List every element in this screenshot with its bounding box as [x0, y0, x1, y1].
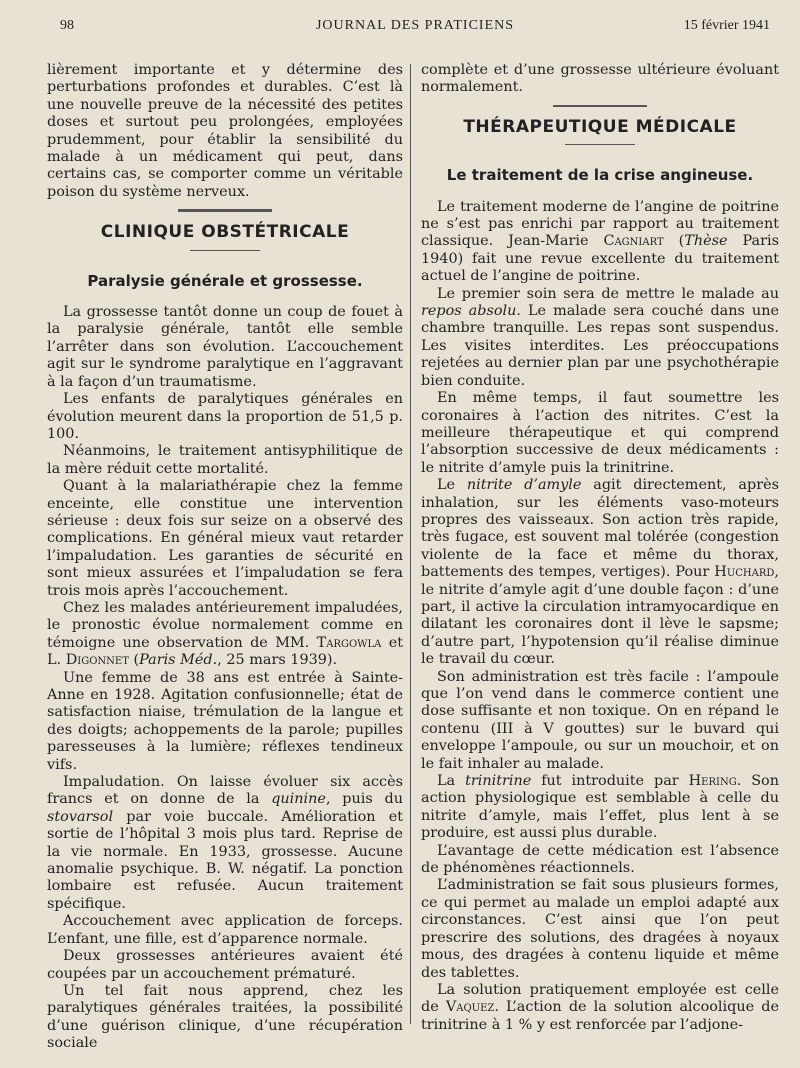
text-run: (: [663, 233, 685, 250]
right-intro-paragraph: complète et d’une grossesse ultérieure évoluant normalement.: [421, 62, 779, 96]
paragraph: Quant à la malariathérapie chez la femme enceinte, elle constitue une intervention sérieuse : deux fois sur seize on a observé des complications. En général mieux vaut retarder l’impaludation. Les garanties de sécurité en sont mieux assurées et l’impaludation se fera trois mois après l’accouchement.: [47, 478, 403, 599]
journal-reference: Paris Méd.: [139, 652, 218, 669]
paragraph: En même temps, il faut soumettre les coronaires à l’action des nitrites. C’est la meilleure thérapeutique et qui comprend l’absorption successive de deux médicaments : le nitrite d’amyle puis la trinitrine.: [421, 390, 779, 476]
journal-title: JOURNAL DES PRATICIENS: [315, 18, 515, 33]
text-run: par voie buccale. Amélioration et sortie de l’hôpital 3 mois plus tard. Reprise de la vie normale. En 1933, grossesse. Aucune anomalie psychique. B. W. négatif. La ponction lombaire est refusée. Aucun traitement spécifique.: [47, 808, 403, 912]
text-run: et L.: [47, 634, 404, 669]
author-name: Hering: [688, 773, 737, 790]
emphasis: repos absolu: [421, 303, 517, 320]
paragraph: Accouchement avec application de forceps. L’enfant, une fille, est d’apparence normale.: [47, 913, 403, 947]
text-run: Paris 1940) fait une revue excellente du traitement actuel de l’angine de poitrine.: [421, 233, 779, 285]
text-run: . Le malade sera couché dans une chambre tranquille. Les repas sont suspendus. Les visites interdites. Les préoccupations rejetées au dernier plan par une psychothérapie bien conduite.: [421, 303, 779, 389]
section-title-therapeutique: THÉRAPEUTIQUE MÉDICALE: [463, 116, 737, 137]
paragraph: Son administration est très facile : l’ampoule que l’on vend dans le commerce contient une dose suffisante et non toxique. On en répand le contenu (III à V gouttes) sur le buvard qui enveloppe l’ampoule, ou sur un mouchoir, et on le fait inhaler au malade.: [421, 668, 779, 772]
text-run: . L’action de la solution alcoolique de trinitrine à 1 % y est renforcée par l’adjone-: [421, 999, 779, 1033]
text-run: Impaludation. On laisse évoluer six accès francs et on donne de la: [47, 774, 403, 808]
paragraph: L’avantage de cette médication est l’absence de phénomènes réactionnels.: [421, 842, 779, 877]
paragraph: [421, 773, 779, 843]
author-name: Cagniart: [603, 233, 664, 250]
paragraph: Néanmoins, le traitement antisyphilitique de la mère réduit cette mortalité.: [47, 443, 403, 477]
text-run: , 25 mars 1939).: [217, 652, 338, 669]
article-title-paralysie: Paralysie générale et grossesse.: [87, 271, 363, 290]
drug-name: quinine: [271, 791, 326, 808]
paragraph: Un tel fait nous apprend, chez les paralytiques générales traitées, la possibilité d’une guérison clinique, d’une récupération sociale: [47, 982, 403, 1052]
text-run: Le premier soin sera de mettre le malade au: [437, 285, 779, 302]
paragraph: Une femme de 38 ans est entrée à Sainte-Anne en 1928. Agitation confusionnelle; état de satisfaction niaise, trémulation de la langue et des doigts; achoppements de la parole; pupilles paresseuses à la lumière; réflexes tendineux vifs.: [47, 669, 403, 773]
paragraph: Deux grossesses antérieures avaient été coupées par un accouchement prématuré.: [47, 948, 403, 982]
left-column: [47, 62, 403, 1053]
paragraph: [421, 982, 779, 1034]
left-intro-paragraph: lièrement importante et y détermine des perturbations profondes et durables. C’est là une nouvelle preuve de la nécessité des petites doses et surtout peu prolongées, employées prudemment, pour établir la sensibilité du malade à un médicament qui peut, dans certains cas, se comporter comme un véritable poison du système nerveux.: [47, 62, 403, 200]
paragraph: [421, 286, 779, 390]
text-run: Le traitement moderne de l’angine de poitrine ne s’est pas enrichi par rapport au traitement classique. Jean-Marie: [421, 198, 779, 250]
title-underline: [190, 250, 260, 251]
text-run: (: [128, 652, 140, 669]
text-run: Chez les malades antérieurement impaludées, le pronostic évolue normalement comme en témoigne une observation de MM.: [47, 599, 403, 651]
drug-name: stovarsol: [47, 808, 114, 825]
paragraph: L’administration se fait sous plusieurs formes, ce qui permet au malade un emploi adapté aux circonstances. C’est ainsi que l’on peut prescrire des solutions, des dragées à noyaux mous, des dragées à contenu liquide et même des tablettes.: [421, 877, 779, 981]
text-run: La solution pratiquement employée est celle de: [421, 981, 779, 1016]
paragraph: La grossesse tantôt donne un coup de fouet à la paralysie générale, tantôt elle semble l’arrêter dans son évolution. L’accouchement agit sur le syndrome paralytique en l’aggravant à la façon d’un traumatisme.: [47, 304, 403, 390]
author-name: Vaquez: [445, 999, 495, 1016]
article-title-angine: Le traitement de la crise angineuse.: [446, 166, 754, 185]
text-run: . Son action physiologique est semblable à celle du nitrite d’amyle, mais l’effet, plus lent à se produire, est aussi plus durable.: [421, 773, 779, 842]
drug-name: trinitrine: [465, 773, 532, 790]
issue-date: 15 février 1941: [683, 18, 770, 33]
column-divider: [410, 64, 411, 1024]
text-run: Le: [437, 477, 467, 494]
paragraph: [421, 199, 779, 286]
reference-word: Thèse: [684, 233, 728, 250]
paragraph: Les enfants de paralytiques générales en évolution meurent dans la proportion de 51,5 p. 100.: [47, 391, 403, 442]
running-header: [60, 18, 770, 38]
author-name: Digonnet: [65, 652, 129, 669]
text-run: agit directement, après inhalation, sur les éléments vaso-moteurs propres des vaisseaux. Son action très rapide, très fugace, est souvent mal tolérée (congestion violente de la face et même du thorax, battements des tempes, vertiges). Pour: [421, 477, 779, 581]
page-number: 98: [60, 18, 74, 33]
section-separator: [553, 105, 647, 107]
section-title-clinique: CLINIQUE OBSTÉTRICALE: [100, 222, 350, 243]
paragraph: [421, 477, 779, 668]
right-column: [421, 62, 779, 1034]
paragraph: [47, 774, 403, 913]
title-underline: [565, 144, 635, 145]
author-name: Targowla: [316, 634, 382, 651]
text-run: La: [437, 773, 466, 790]
author-name: Huchard: [714, 564, 775, 581]
paragraph: [47, 600, 403, 670]
section-separator: [178, 209, 272, 212]
text-run: , le nitrite d’amyle agit d’une double façon : d’une part, il active la circulation intramyocardique en dilatant les coronaires dont il lève le sapsme; d’autre part, l’hypotension qu’il réalise diminue le travail du cœur.: [421, 564, 779, 668]
text-run: fut introduite par: [531, 773, 689, 790]
text-run: , puis du: [325, 791, 403, 808]
drug-name: nitrite d’amyle: [466, 477, 582, 494]
